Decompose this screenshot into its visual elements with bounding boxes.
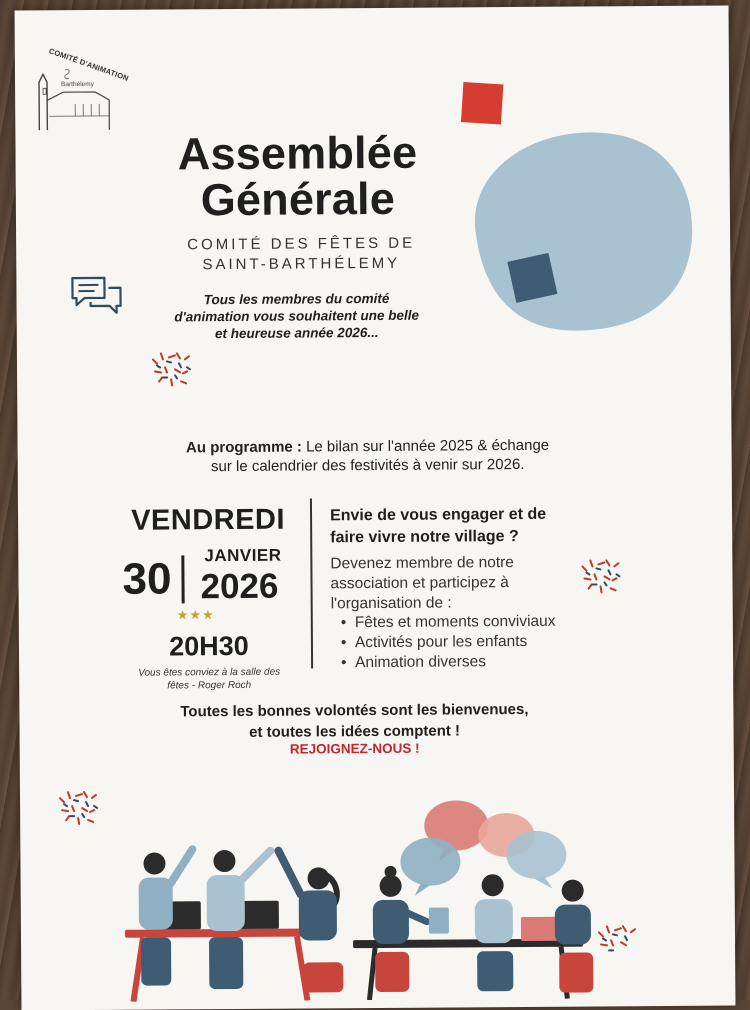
- wishes-line-2: d'animation vous souhaitent une belle: [174, 307, 420, 325]
- wishes-line-1: Tous les membres du comité: [203, 290, 390, 308]
- engage-text-line-2: association et participez à: [330, 574, 509, 593]
- engage-title: [330, 503, 630, 549]
- event-weekday: VENDREDI: [131, 503, 286, 537]
- list-item: • Activités pour les enfants: [341, 632, 556, 653]
- engage-text-line-3: l'organisation de :: [330, 594, 452, 613]
- engage-bullet-list: [341, 612, 556, 673]
- engage-title-line-2: faire vivre notre village ?: [330, 527, 519, 547]
- closing-line-1: Toutes les bonnes volontés sont les bienvenues,: [180, 700, 529, 721]
- subtitle-line-1: COMITÉ DES FÊTES DE: [187, 234, 416, 254]
- confetti-icon: [576, 556, 624, 596]
- new-year-wishes: [166, 290, 426, 343]
- logo-arc-text: COMITÉ D'ANIMATION: [47, 46, 130, 83]
- date-divider: [181, 555, 184, 603]
- programme-line-1-text: Le bilan sur l'année 2025 & échange: [301, 436, 550, 456]
- committee-logo: [35, 40, 136, 131]
- list-item: • Animation diverses: [341, 652, 556, 673]
- programme-label: Au programme :: [185, 438, 302, 457]
- column-divider: [310, 498, 313, 668]
- subtitle: [146, 233, 456, 275]
- subtitle-line-2: SAINT-BARTHÉLEMY: [202, 254, 401, 274]
- engage-text-line-1: Devenez membre de notre: [330, 554, 514, 573]
- flyer-sheet: [15, 6, 736, 1010]
- stars-decoration: ★★★: [176, 607, 215, 623]
- confetti-icon: [147, 349, 195, 389]
- join-us-callout: REJOIGNEZ-NOUS !: [289, 740, 420, 757]
- event-year: 2026: [200, 566, 279, 607]
- programme-line-1: [118, 435, 618, 457]
- closing-line-2: et toutes les idées comptent !: [249, 722, 461, 741]
- venue-line-2: fêtes - Roger Roch: [167, 679, 252, 692]
- venue-line-1: Vous êtes conviez à la salle des: [138, 666, 281, 679]
- red-square-decoration: [461, 82, 503, 124]
- list-item: • Fêtes et moments conviviaux: [341, 612, 556, 633]
- chat-bubbles-icon: [68, 274, 124, 318]
- event-time: 20H30: [169, 630, 249, 662]
- navy-square-decoration: [507, 253, 557, 303]
- wishes-line-3: et heureuse année 2026...: [214, 324, 379, 342]
- blue-blob-decoration: [455, 124, 696, 336]
- programme-text: [118, 435, 618, 476]
- programme-line-2: sur le calendrier des festivités à venir sur 2026.: [210, 455, 525, 476]
- title-line-1: Assemblée: [177, 126, 418, 180]
- event-venue: [119, 666, 299, 693]
- event-month: JANVIER: [204, 545, 282, 566]
- team-meeting-illustration: [84, 788, 645, 1002]
- title-line-2: Générale: [200, 172, 396, 226]
- closing-message: [119, 699, 589, 744]
- event-day: 30: [122, 554, 172, 604]
- engage-title-line-1: Envie de vous engager et de: [329, 505, 547, 525]
- logo-name: Barthélemy: [61, 80, 94, 89]
- page-title: [127, 126, 468, 226]
